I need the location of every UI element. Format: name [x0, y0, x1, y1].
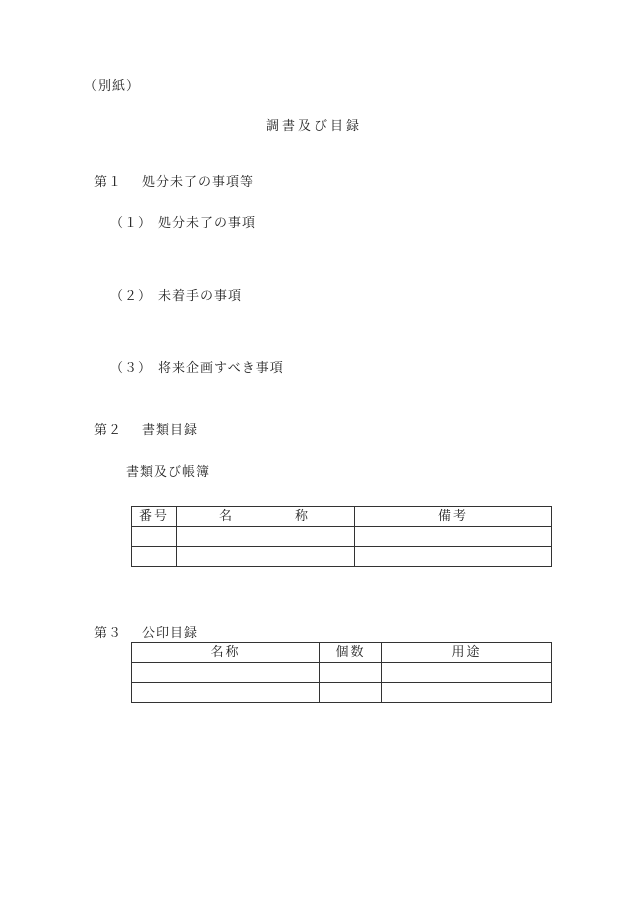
col-use-header: 用途: [382, 643, 552, 663]
table-row: [132, 663, 552, 683]
section-3-heading: 公印目録: [142, 626, 199, 641]
col-number-header: 番号: [132, 507, 177, 527]
table-cell: [177, 527, 355, 547]
table-cell: [382, 683, 552, 703]
section-2-subheading: 書類及び帳簿: [126, 465, 211, 480]
section-1-item-2-label: 未着手の事項: [158, 289, 243, 304]
seals-table: [131, 642, 552, 703]
table-row: [132, 683, 552, 703]
section-2-heading: 書類目録: [142, 423, 199, 438]
table-cell: [177, 547, 355, 567]
table-cell: [132, 547, 177, 567]
section-2-number: 第２: [94, 423, 123, 438]
table-header-row: [132, 643, 552, 663]
section-3-number: 第３: [94, 626, 123, 641]
table-row: [132, 547, 552, 567]
section-1-item-3-number: （３）: [110, 361, 153, 376]
table-row: [132, 527, 552, 547]
section-1-item-1-number: （１）: [110, 216, 153, 231]
table-cell: [320, 683, 382, 703]
section-1-item-3-label: 将来企画すべき事項: [158, 361, 284, 376]
section-1-item-2-number: （２）: [110, 289, 153, 304]
table-cell: [355, 527, 552, 547]
table-cell: [382, 663, 552, 683]
col-name-header-part-1: 名: [219, 509, 235, 524]
table-cell: [132, 527, 177, 547]
table-cell: [355, 547, 552, 567]
col-remarks-header: 備考: [355, 507, 552, 527]
documents-table: [131, 506, 552, 567]
page-title: 調書及び目録: [266, 119, 363, 134]
section-1-heading: 処分未了の事項等: [142, 175, 255, 190]
table-header-row: [132, 507, 552, 527]
section-1-number: 第１: [94, 175, 123, 190]
col-count-header: 個数: [320, 643, 382, 663]
table-cell: [132, 683, 320, 703]
attachment-label: （別紙）: [84, 79, 141, 94]
table-cell: [320, 663, 382, 683]
col-name-header: 名称: [132, 643, 320, 663]
col-name-header: [177, 507, 355, 527]
table-cell: [132, 663, 320, 683]
section-1-item-1-label: 処分未了の事項: [158, 216, 257, 231]
col-name-header-part-2: 称: [294, 509, 310, 524]
